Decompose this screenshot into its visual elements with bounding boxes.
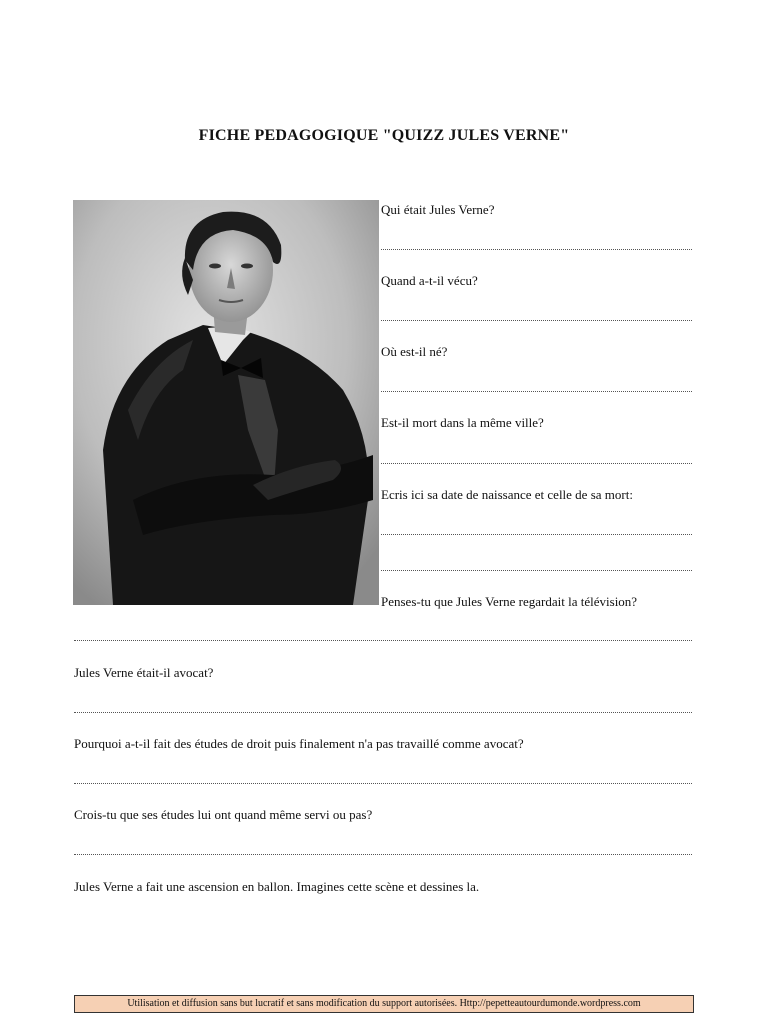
question-10: Jules Verne a fait une ascension en ballon. Imagines cette scène et dessines la. <box>74 879 480 894</box>
page-title: FICHE PEDAGOGIQUE "QUIZZ JULES VERNE" <box>198 127 570 144</box>
answer-line <box>74 854 692 855</box>
answer-line <box>381 463 692 464</box>
question-7: Jules Verne était-il avocat? <box>74 665 214 680</box>
question-6: Penses-tu que Jules Verne regardait la télévision? <box>381 594 638 609</box>
answer-line <box>381 534 692 535</box>
question-5: Ecris ici sa date de naissance et celle de sa mort: <box>381 487 633 502</box>
answer-line <box>381 320 692 321</box>
jules-verne-portrait <box>73 200 379 605</box>
answer-line <box>74 783 692 784</box>
answer-line <box>381 391 692 392</box>
question-1: Qui était Jules Verne? <box>381 202 495 217</box>
footer-notice: Utilisation et diffusion sans but lucratif et sans modification du support autorisées. Http://pepetteautourdumonde.wordpress.com <box>74 995 694 1013</box>
question-9: Crois-tu que ses études lui ont quand même servi ou pas? <box>74 807 373 822</box>
answer-line <box>381 249 692 250</box>
answer-line <box>381 570 692 571</box>
answer-line <box>74 712 692 713</box>
question-3: Où est-il né? <box>381 344 448 359</box>
answer-line <box>74 640 692 641</box>
question-8: Pourquoi a-t-il fait des études de droit puis finalement n'a pas travaillé comme avocat? <box>74 736 524 751</box>
question-4: Est-il mort dans la même ville? <box>381 415 544 430</box>
question-2: Quand a-t-il vécu? <box>381 273 478 288</box>
